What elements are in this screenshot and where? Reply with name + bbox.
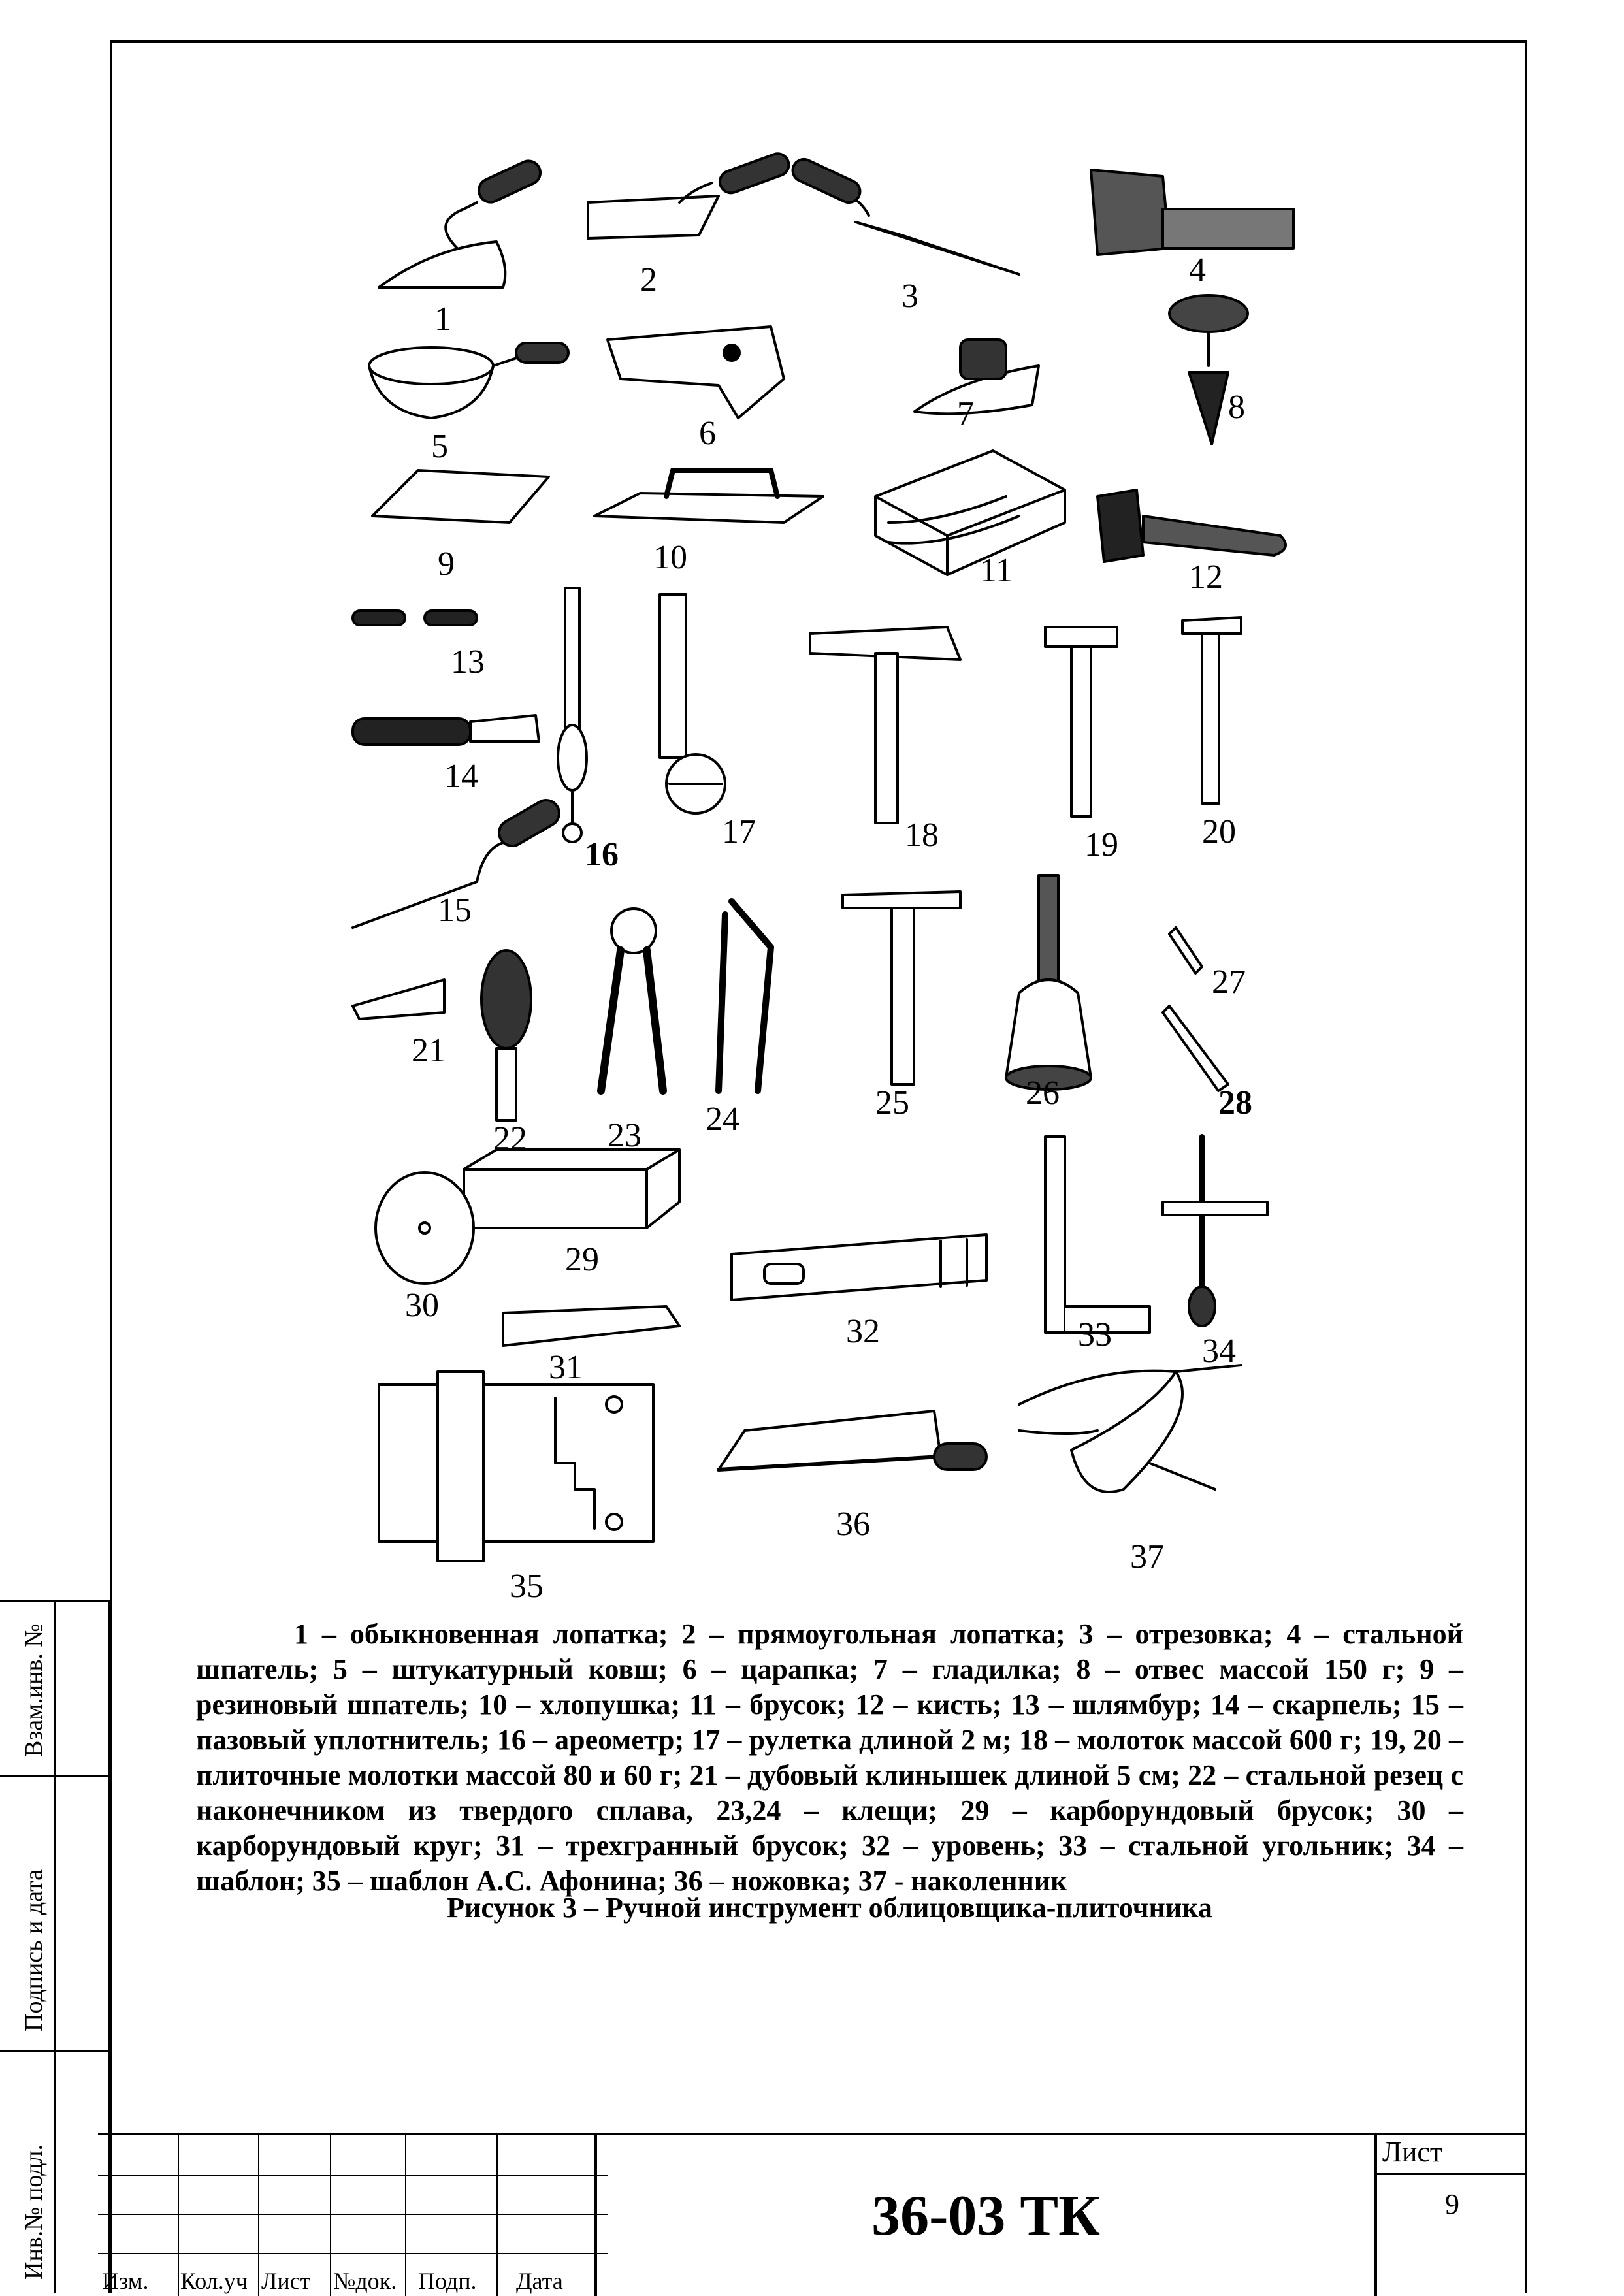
tool-26-bell: [1006, 875, 1091, 1090]
tool-30-wheel: [376, 1172, 474, 1284]
tool-16-hydrometer: [558, 588, 587, 842]
side-divider: [0, 1600, 110, 1602]
document-code: 36-03 ТК: [594, 2135, 1377, 2296]
revision-row: [98, 2135, 608, 2176]
header-ndok: №док.: [333, 2268, 397, 2294]
tool-35-afonin-template: [379, 1372, 653, 1561]
sheet-label: Лист: [1382, 2136, 1443, 2168]
tool-6-scraper: [608, 327, 784, 418]
header-data: Дата: [516, 2268, 563, 2294]
figure-label: 12: [1189, 558, 1223, 596]
figure-label: 6: [699, 415, 716, 452]
figure-label: 10: [653, 539, 687, 576]
revision-row: [98, 2175, 608, 2215]
col-divider: [496, 2135, 498, 2296]
tool-5-ladle: [369, 343, 568, 418]
figure-label: 8: [1228, 389, 1245, 426]
title-block: [98, 2133, 1527, 2296]
tool-1-trowel: [379, 157, 544, 287]
figure-label: 7: [957, 395, 974, 432]
col-divider: [330, 2135, 331, 2296]
tool-27-piece: [1169, 928, 1202, 973]
figure-label: 27: [1212, 963, 1246, 1001]
figure-label: 29: [565, 1241, 599, 1278]
sheet-box: [1377, 2135, 1527, 2296]
figure-label: 23: [608, 1117, 641, 1154]
tool-37-kneepad: [1019, 1365, 1241, 1492]
figure-label: 3: [901, 278, 918, 315]
revision-table: [98, 2135, 608, 2296]
figure-label: 32: [846, 1313, 880, 1350]
tools-illustration: [314, 131, 1359, 1600]
figure-label: 35: [510, 1568, 544, 1600]
figure-label: 14: [444, 758, 478, 795]
col-divider: [405, 2135, 406, 2296]
side-divider: [0, 2050, 110, 2052]
figure-legend: 1 – обыкновенная лопатка; 2 – прямоугольная лопатка; 3 – отрезовка; 4 – стальной шпатель; 5 – штукатурный ковш; 6 – царапка; 7 – гладилка; 8 – отвес массой 150 г; 9 – резиновый шпатель; 10 – хлопушка; 11 – брусок; 12 – кисть; 13 – шлямбур; 14 – скарпель; 15 – пазовый уплотнитель; 16 – ареометр; 17 – рулетка длиной 2 м; 18 – молоток массой 600 г; 19, 20 – плиточные молотки массой 80 и 60 г; 21 – дубовый клинышек длиной 5 см; 22 – стальной резец с наконечником из твердого сплава, 23,24 – клещи; 29 – карборундовый брусок; 30 – карборундовый круг; 31 – трехгранный брусок; 32 – уровень; 33 – стальной угольник; 34 – шаблон; 35 – шаблон А.С. Афонина; 36 – ножовка; 37 - наколенник: [196, 1618, 1463, 1897]
figure-label: 34: [1202, 1333, 1236, 1370]
figure-label: 11: [980, 552, 1013, 589]
figure-label: 24: [706, 1101, 739, 1138]
tool-13-jumper: [353, 611, 477, 625]
tool-23-pincers: [601, 909, 663, 1091]
tool-34-template: [1163, 1137, 1267, 1326]
figure-label: 20: [1202, 813, 1236, 850]
side-label-inv-podl: Инв.№ подл.: [20, 2144, 48, 2280]
figure-label: 36: [836, 1506, 870, 1543]
tool-18-hammer-600: [810, 627, 960, 823]
tool-31-triangle: [503, 1306, 679, 1346]
tool-20-hammer-60: [1182, 617, 1241, 803]
figure-label: 30: [405, 1287, 439, 1324]
tool-14-chisel: [353, 715, 539, 745]
figure-label: 15: [438, 892, 472, 929]
tool-7-smoother: [915, 340, 1039, 413]
sheet-number: 9: [1445, 2188, 1459, 2220]
side-stamp: [0, 1600, 110, 2293]
figure-label: 1: [434, 300, 451, 338]
tool-28-piece: [1163, 1006, 1228, 1091]
tool-25-hammer: [843, 892, 960, 1084]
figure-label: 26: [1026, 1075, 1060, 1112]
sheet-divider: [1377, 2173, 1527, 2175]
figure-label: 33: [1078, 1316, 1112, 1353]
tool-33-square: [1045, 1137, 1150, 1333]
figure-label: 22: [493, 1120, 527, 1157]
figure-label: 2: [640, 261, 657, 299]
header-podp: Подп.: [418, 2268, 477, 2294]
col-divider: [258, 2135, 259, 2296]
figure-label: 9: [438, 545, 455, 583]
tool-11-block: [875, 451, 1065, 575]
tool-2-rect-trowel: [588, 151, 792, 238]
tool-19-hammer-80: [1045, 627, 1117, 817]
col-divider: [178, 2135, 179, 2296]
figure-label: 28: [1218, 1084, 1252, 1122]
side-label-vzam: Взам.инв. №: [20, 1623, 48, 1757]
header-kol-uch: Кол.уч: [180, 2268, 248, 2294]
tool-9-rubber-spatula: [372, 470, 549, 523]
figure-label: 5: [431, 428, 448, 465]
figure-label: 13: [451, 643, 485, 681]
figure-label: 37: [1130, 1538, 1164, 1576]
tool-24-pliers: [719, 901, 771, 1091]
tool-10-float: [594, 470, 823, 523]
header-izm: Изм.: [102, 2268, 149, 2294]
figure-label: 18: [905, 817, 939, 854]
tool-12-brush: [1097, 490, 1286, 562]
tool-36-hacksaw: [719, 1411, 986, 1470]
figure-label: 16: [585, 836, 619, 873]
header-list: Лист: [261, 2268, 311, 2294]
figure-label: 17: [722, 813, 756, 850]
figure-label: 21: [412, 1032, 446, 1069]
tool-4-spatula: [1091, 170, 1293, 255]
figure-caption: Рисунок 3 – Ручной инструмент облицовщика-плиточника: [447, 1892, 1212, 1924]
figure-label: 4: [1189, 251, 1206, 289]
side-label-podpis: Подпись и дата: [20, 1869, 48, 2031]
tools-figure: [314, 131, 1359, 1600]
revision-row: [98, 2214, 608, 2254]
figure-label: 25: [875, 1084, 909, 1122]
tool-21-wedge: [353, 980, 444, 1019]
figure-label: 31: [549, 1349, 583, 1386]
side-divider: [0, 1775, 110, 1777]
tool-29-bar: [464, 1150, 679, 1228]
tool-22-cutter: [481, 950, 531, 1120]
figure-label: 19: [1084, 826, 1118, 864]
tool-3-cutter: [789, 155, 1019, 274]
tool-32-level: [732, 1235, 986, 1300]
tool-17-tape: [660, 594, 725, 813]
